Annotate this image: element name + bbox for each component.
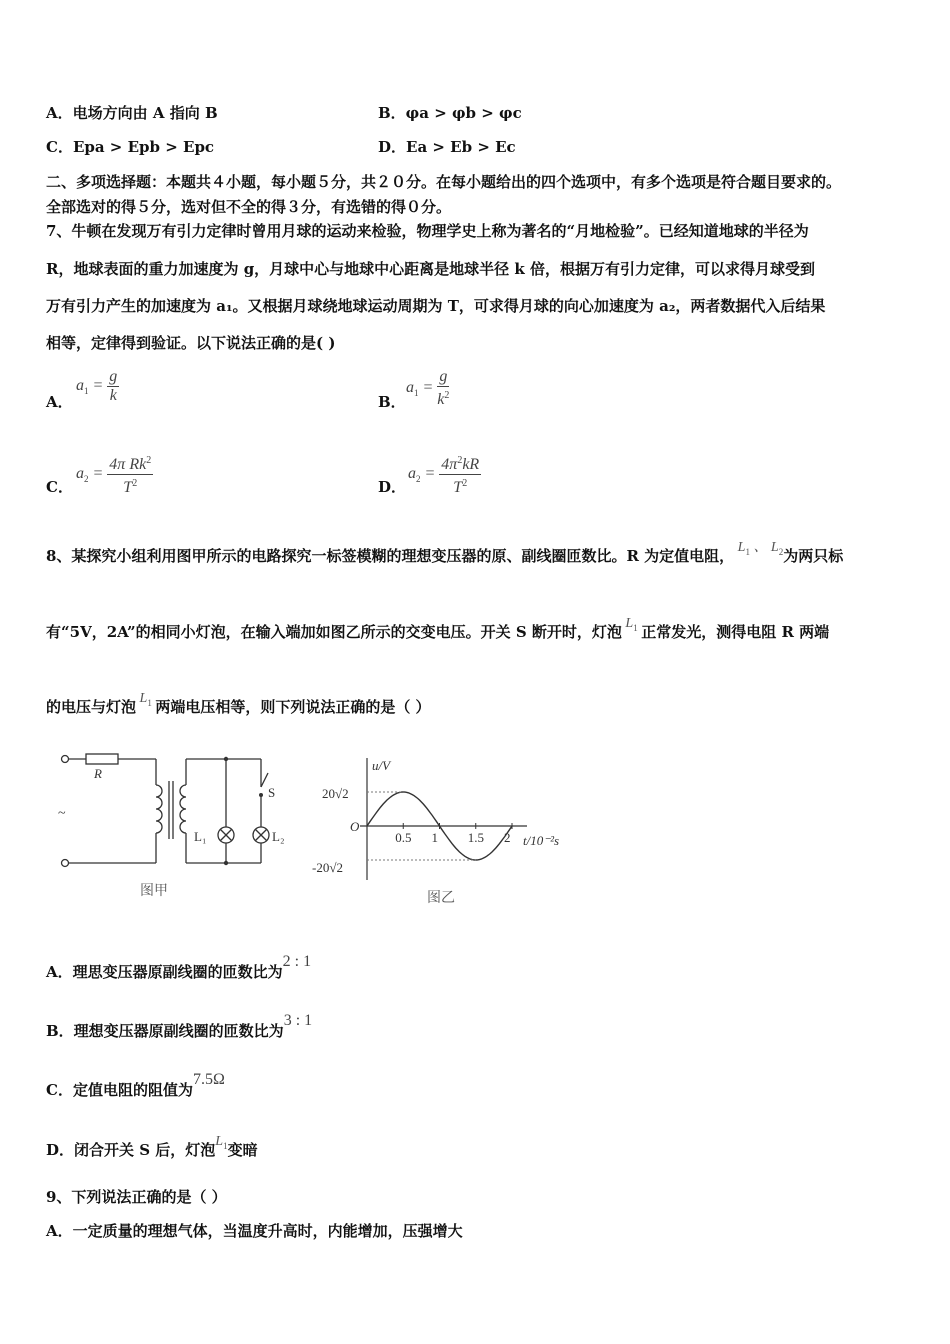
l1-symbol: $L_1$ xyxy=(621,616,638,633)
q7-option-a: A． xyxy=(46,393,73,411)
q8-option-c: C．定值电阻的阻值为7.5Ω xyxy=(46,1071,225,1099)
q7-option-d: D． xyxy=(378,478,407,496)
y-axis-label: u/V xyxy=(372,758,391,773)
q7-line2: R，地球表面的重力加速度为 g，月球中心与地球中心距离是地球半径 k 倍，根据万有引力定律，可以求得月球受到 xyxy=(46,260,816,278)
q9-option-a: A．一定质量的理想气体，当温度升高时，内能增加，压强增大 xyxy=(46,1222,463,1240)
option-c-top: C．Epa > Epb > Epc xyxy=(46,138,215,156)
x-axis-label: t/10⁻²s xyxy=(523,833,560,848)
q7-option-b: B． xyxy=(378,393,406,411)
circuit-diagram xyxy=(50,745,300,905)
x-tick-label: 1.5 xyxy=(467,830,484,845)
q7-line3: 万有引力产生的加速度为 a₁。又根据月球绕地球运动周期为 T，可求得月球的向心加速度为 a₂，两者数据代入后结果 xyxy=(46,297,826,315)
l1-symbol: $L_1$ 、 $L_2$ xyxy=(734,540,784,557)
q7-formula-d: $a_2$ = $\frac{4\pi^2kR}{T^2}$ xyxy=(408,452,481,497)
q7-line4: 相等，定律得到验证。以下说法正确的是( ) xyxy=(46,334,336,352)
q7-formula-c: $a_2$ = $\frac{4\pi Rk^2}{T^2}$ xyxy=(76,452,153,497)
q7-formula-a: $a_1$ = $\frac{g}{k}$ xyxy=(76,368,118,404)
lamp-l1-label: L₁ xyxy=(194,829,207,844)
origin-label: O xyxy=(350,819,360,834)
section-heading: 二、多项选择题：本题共４小题，每小题５分，共２０分。在每小题给出的四个选项中，有多个选项是符合题目要求的。 xyxy=(46,173,842,191)
ac-source-label: ~ xyxy=(58,806,66,821)
q8-line3: 的电压与灯泡 $L_1$ 两端电压相等，则下列说法正确的是（ ） xyxy=(46,691,431,716)
q7-formula-b: $a_1$ = $\frac{g}{k^2}$ xyxy=(406,368,450,408)
l1-symbol: $L_1$ xyxy=(215,1134,228,1151)
section-heading-2: 全部选对的得５分，选对但不全的得３分，有选错的得０分。 xyxy=(46,198,452,216)
primary-coil xyxy=(156,785,162,833)
figure-a-caption: 图甲 xyxy=(140,884,168,899)
voltage-chart xyxy=(312,750,602,910)
q8-line1: 8、某探究小组利用图甲所示的电路探究一标签模糊的理想变压器的原、副线圈匝数比。R 为定值电阻， $L_1$ 、 $L_2$为两只标 xyxy=(46,540,844,565)
resistor-label: R xyxy=(94,766,102,781)
option-d-top: D．Ea > Eb > Ec xyxy=(378,138,516,156)
option-b-top: B．φa > φb > φc xyxy=(378,104,522,122)
resistor-r xyxy=(86,754,118,764)
q8-option-d: D．闭合开关 S 后，灯泡$L_1$变暗 xyxy=(46,1134,258,1159)
x-tick-label: 2 xyxy=(504,830,511,845)
q7-line1: 7、牛顿在发现万有引力定律时曾用月球的运动来检验，物理学史上称为著名的“月地检验”。已经知道地球的半径为 xyxy=(46,222,809,240)
switch-s xyxy=(261,773,268,787)
q8-option-a: A．理思变压器原副线圈的匝数比为2 : 1 xyxy=(46,953,312,981)
q8-option-b: B．理想变压器原副线圈的匝数比为3 : 1 xyxy=(46,1012,313,1040)
l1-symbol: $L_1$ xyxy=(136,691,152,708)
switch-label: S xyxy=(268,785,276,800)
y-min-label: -20√2 xyxy=(312,860,343,875)
x-tick-label: 0.5 xyxy=(395,830,412,845)
q7-option-c: C． xyxy=(46,478,73,496)
x-tick-label: 1 xyxy=(431,830,438,845)
q8-line2: 有“5V，2A”的相同小灯泡，在输入端加如图乙所示的交变电压。开关 S 断开时，灯泡 $L_1$ 正常发光，测得电阻 R 两端 xyxy=(46,616,830,641)
input-terminal-bottom xyxy=(62,860,69,867)
q9-line1: 9、下列说法正确的是（ ） xyxy=(46,1188,227,1206)
input-terminal-top xyxy=(62,756,69,763)
option-a-top: A．电场方向由 A 指向 B xyxy=(46,104,218,122)
secondary-coil xyxy=(180,785,186,833)
lamp-l2-label: L₂ xyxy=(272,829,285,844)
figure-b-caption: 图乙 xyxy=(427,891,455,906)
y-max-label: 20√2 xyxy=(322,786,349,801)
